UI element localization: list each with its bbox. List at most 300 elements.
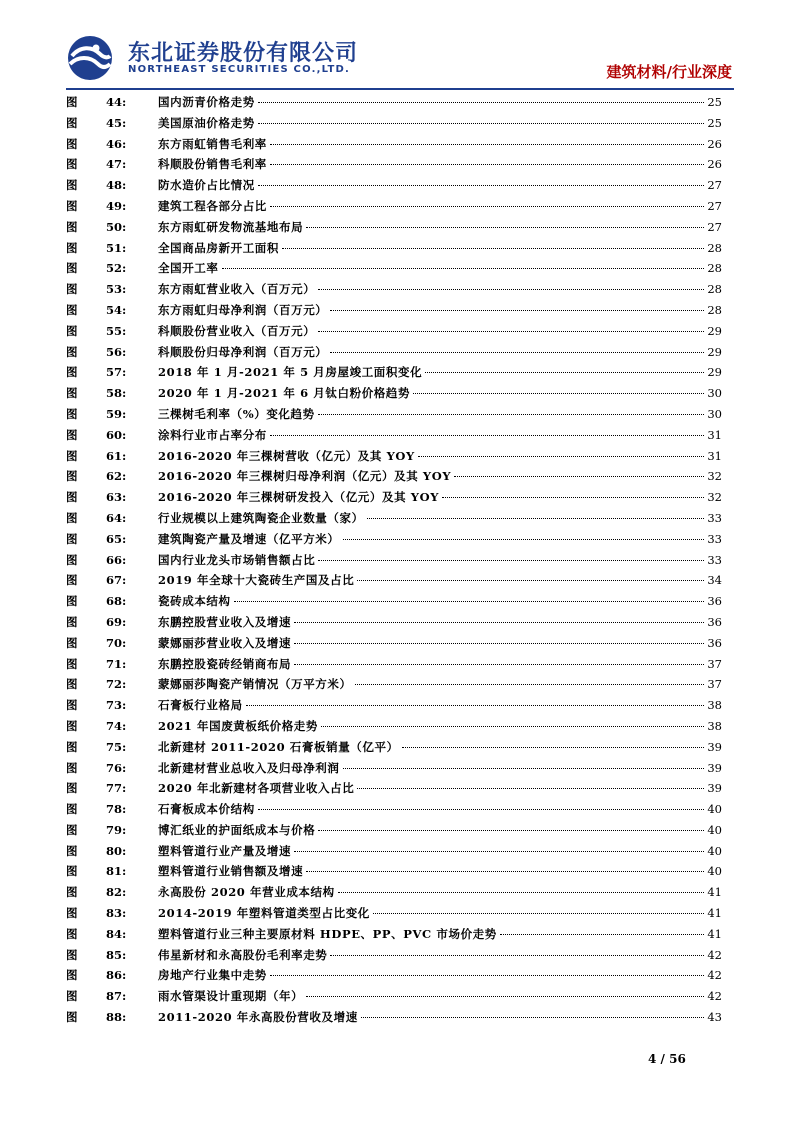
page-ref: 38 (707, 698, 722, 713)
page-ref: 29 (707, 365, 722, 380)
figure-number: 45: (106, 115, 127, 130)
figure-title: 北新建材营业总收入及归母净利润 (158, 760, 340, 775)
figure-number: 51: (106, 240, 127, 255)
page-ref: 41 (707, 885, 722, 900)
dot-leader (294, 643, 704, 644)
figure-label (66, 198, 158, 214)
toc-entry[interactable] (66, 177, 722, 198)
figure-prefix: 图 (66, 760, 78, 775)
figure-list (66, 94, 722, 1030)
toc-entry[interactable] (66, 967, 722, 988)
figure-label (66, 760, 158, 776)
dot-leader (258, 809, 705, 810)
toc-entry[interactable] (66, 1009, 722, 1030)
dot-leader (270, 435, 704, 436)
page-ref: 37 (707, 656, 722, 671)
dot-leader (294, 851, 704, 852)
figure-prefix: 图 (66, 136, 78, 151)
figure-label (66, 676, 158, 692)
figure-title: 东方雨虹销售毛利率 (158, 136, 267, 151)
page-ref: 28 (707, 282, 722, 297)
toc-entry[interactable] (66, 531, 722, 552)
figure-title: 防水造价占比情况 (158, 178, 255, 193)
dot-leader (402, 747, 705, 748)
figure-prefix: 图 (66, 906, 78, 921)
figure-prefix: 图 (66, 157, 78, 172)
figure-prefix: 图 (66, 739, 78, 754)
figure-number: 62: (106, 469, 127, 484)
figure-number: 72: (106, 677, 127, 692)
page-ref: 40 (707, 843, 722, 858)
page-ref: 26 (707, 136, 722, 151)
report-category: 建筑材料/行业深度 (606, 63, 732, 81)
figure-number: 52: (106, 261, 127, 276)
figure-title: 国内行业龙头市场销售额占比 (158, 552, 316, 567)
figure-number: 80: (106, 843, 127, 858)
company-name-en: NORTHEAST SECURITIES CO.,LTD. (128, 64, 351, 75)
toc-entry[interactable] (66, 739, 722, 760)
figure-number: 55: (106, 323, 127, 338)
figure-label (66, 739, 158, 755)
figure-number: 56: (106, 344, 127, 359)
toc-entry[interactable] (66, 572, 722, 593)
figure-label (66, 302, 158, 318)
figure-label (66, 843, 158, 859)
figure-label (66, 489, 158, 505)
toc-entry[interactable] (66, 926, 722, 947)
figure-number: 63: (106, 490, 127, 505)
figure-prefix: 图 (66, 490, 78, 505)
dot-leader (270, 144, 704, 145)
figure-label (66, 947, 158, 963)
toc-entry[interactable] (66, 552, 722, 573)
toc-entry[interactable] (66, 468, 722, 489)
dot-leader (294, 664, 704, 665)
figure-label (66, 406, 158, 422)
figure-label (66, 863, 158, 879)
dot-leader (306, 227, 704, 228)
figure-prefix: 图 (66, 552, 78, 567)
toc-entry[interactable] (66, 614, 722, 635)
toc-entry[interactable] (66, 843, 722, 864)
figure-number: 76: (106, 760, 127, 775)
figure-label (66, 468, 158, 484)
figure-title: 蒙娜丽莎陶瓷产销情况（万平方米） (158, 677, 352, 692)
page-ref: 26 (707, 157, 722, 172)
dot-leader (318, 331, 704, 332)
page-ref: 32 (707, 490, 722, 505)
figure-title: 东鹏控股营业收入及增速 (158, 614, 292, 629)
figure-title: 涂料行业市占率分布 (158, 427, 267, 442)
dot-leader (270, 206, 704, 207)
figure-prefix: 图 (66, 365, 78, 380)
toc-entry[interactable] (66, 676, 722, 697)
dot-leader (367, 518, 705, 519)
page-ref: 27 (707, 219, 722, 234)
dot-leader (361, 1017, 705, 1018)
figure-title: 2020 年 1 月-2021 年 6 月钛白粉价格趋势 (158, 386, 411, 401)
toc-entry[interactable] (66, 718, 722, 739)
figure-title: 建筑工程各部分占比 (158, 198, 267, 213)
figure-title: 2016-2020 年三棵树研发投入（亿元）及其 YOY (158, 490, 440, 505)
page-ref: 36 (707, 635, 722, 650)
figure-title: 房地产行业集中走势 (158, 968, 267, 983)
header-divider (66, 88, 734, 90)
dot-leader (282, 248, 704, 249)
figure-number: 66: (106, 552, 127, 567)
figure-title: 塑料管道行业产量及增速 (158, 843, 292, 858)
figure-label (66, 156, 158, 172)
page-ref: 40 (707, 864, 722, 879)
dot-leader (454, 476, 704, 477)
figure-title: 科顺股份销售毛利率 (158, 157, 267, 172)
figure-title: 塑料管道行业三种主要原材料 HDPE、PP、PVC 市场价走势 (158, 926, 497, 941)
figure-prefix: 图 (66, 573, 78, 588)
page-ref: 37 (707, 677, 722, 692)
figure-prefix: 图 (66, 656, 78, 671)
dot-leader (270, 164, 704, 165)
page-ref: 42 (707, 968, 722, 983)
figure-number: 47: (106, 157, 127, 172)
figure-number: 85: (106, 947, 127, 962)
page-ref: 36 (707, 594, 722, 609)
figure-title: 2014-2019 年塑料管道类型占比变化 (158, 906, 370, 921)
figure-label (66, 822, 158, 838)
figure-label (66, 697, 158, 713)
figure-label (66, 635, 158, 651)
toc-entry[interactable] (66, 510, 722, 531)
figure-prefix: 图 (66, 926, 78, 941)
figure-title: 国内沥青价格走势 (158, 95, 255, 109)
figure-prefix: 图 (66, 282, 78, 297)
figure-prefix: 图 (66, 781, 78, 796)
figure-number: 84: (106, 926, 127, 941)
dot-leader (318, 414, 705, 415)
figure-prefix: 图 (66, 427, 78, 442)
figure-number: 81: (106, 864, 127, 879)
figure-label (66, 510, 158, 526)
figure-prefix: 图 (66, 698, 78, 713)
toc-entry[interactable] (66, 364, 722, 385)
page-ref: 33 (707, 531, 722, 546)
page-ref: 28 (707, 261, 722, 276)
toc-entry[interactable] (66, 427, 722, 448)
toc-entry[interactable] (66, 385, 722, 406)
toc-entry[interactable] (66, 656, 722, 677)
figure-label (66, 323, 158, 339)
figure-prefix: 图 (66, 448, 78, 463)
figure-title: 北新建材 2011-2020 石膏板销量（亿平） (158, 739, 399, 754)
figure-label (66, 801, 158, 817)
figure-title: 博汇纸业的护面纸成本与价格 (158, 822, 316, 837)
dot-leader (318, 560, 704, 561)
figure-prefix: 图 (66, 323, 78, 338)
toc-entry[interactable] (66, 219, 722, 240)
figure-title: 东方雨虹归母净利润（百万元） (158, 302, 328, 317)
figure-number: 69: (106, 614, 127, 629)
figure-prefix: 图 (66, 178, 78, 193)
figure-prefix: 图 (66, 510, 78, 525)
figure-title: 美国原油价格走势 (158, 115, 255, 130)
toc-entry[interactable] (66, 448, 722, 469)
figure-number: 71: (106, 656, 127, 671)
toc-entry[interactable] (66, 323, 722, 344)
figure-prefix: 图 (66, 677, 78, 692)
page-ref: 29 (707, 323, 722, 338)
page-ref: 40 (707, 822, 722, 837)
figure-prefix: 图 (66, 802, 78, 817)
toc-entry[interactable] (66, 136, 722, 157)
toc-entry[interactable] (66, 947, 722, 968)
figure-number: 50: (106, 219, 127, 234)
figure-prefix: 图 (66, 864, 78, 879)
figure-label (66, 136, 158, 152)
dot-leader (357, 580, 704, 581)
figure-title: 瓷砖成本结构 (158, 594, 231, 609)
figure-title: 建筑陶瓷产量及增速（亿平方米） (158, 531, 340, 546)
toc-entry[interactable] (66, 302, 722, 323)
figure-number: 65: (106, 531, 127, 546)
figure-title: 东方雨虹研发物流基地布局 (158, 219, 304, 234)
dot-leader (294, 622, 704, 623)
page-ref: 36 (707, 614, 722, 629)
dot-leader (330, 352, 704, 353)
figure-number: 49: (106, 198, 127, 213)
toc-entry[interactable] (66, 697, 722, 718)
dot-leader (306, 871, 704, 872)
figure-prefix: 图 (66, 718, 78, 733)
figure-number: 87: (106, 989, 127, 1004)
figure-number: 44: (106, 95, 127, 109)
toc-entry[interactable] (66, 115, 722, 136)
toc-entry[interactable] (66, 344, 722, 365)
figure-prefix: 图 (66, 406, 78, 421)
dot-leader (258, 102, 705, 103)
figure-number: 46: (106, 136, 127, 151)
dot-leader (234, 601, 705, 602)
figure-title: 行业规模以上建筑陶瓷企业数量（家） (158, 510, 364, 525)
figure-number: 64: (106, 510, 127, 525)
northeast-securities-logo-icon (66, 34, 114, 82)
page-ref: 39 (707, 781, 722, 796)
figure-label (66, 240, 158, 256)
figure-label (66, 656, 158, 672)
figure-number: 53: (106, 282, 127, 297)
figure-number: 83: (106, 906, 127, 921)
figure-number: 61: (106, 448, 127, 463)
figure-prefix: 图 (66, 198, 78, 213)
figure-label (66, 448, 158, 464)
figure-prefix: 图 (66, 469, 78, 484)
page-ref: 25 (707, 115, 722, 130)
toc-entry[interactable] (66, 988, 722, 1009)
figure-title: 2016-2020 年三棵树营收（亿元）及其 YOY (158, 448, 415, 463)
page-ref: 31 (707, 448, 722, 463)
dot-leader (258, 185, 705, 186)
page-ref: 39 (707, 739, 722, 754)
figure-title: 东方雨虹营业收入（百万元） (158, 282, 316, 297)
figure-number: 58: (106, 386, 127, 401)
figure-title: 东鹏控股瓷砖经销商布局 (158, 656, 292, 671)
toc-entry[interactable] (66, 489, 722, 510)
page-ref: 25 (707, 95, 722, 109)
toc-entry[interactable] (66, 905, 722, 926)
figure-number: 70: (106, 635, 127, 650)
page-ref: 29 (707, 344, 722, 359)
page-ref: 28 (707, 240, 722, 255)
figure-number: 67: (106, 573, 127, 588)
figure-prefix: 图 (66, 95, 78, 109)
figure-title: 科顺股份营业收入（百万元） (158, 323, 316, 338)
toc-entry[interactable] (66, 406, 722, 427)
figure-title: 三棵树毛利率（%）变化趋势 (158, 406, 315, 421)
toc-entry[interactable] (66, 863, 722, 884)
page-ref: 33 (707, 552, 722, 567)
page-ref: 34 (707, 573, 722, 588)
figure-prefix: 图 (66, 822, 78, 837)
figure-number: 79: (106, 822, 127, 837)
figure-number: 68: (106, 594, 127, 609)
page-ref: 43 (707, 1010, 722, 1025)
page-ref: 27 (707, 178, 722, 193)
figure-prefix: 图 (66, 968, 78, 983)
page-ref: 41 (707, 906, 722, 921)
toc-entry[interactable] (66, 884, 722, 905)
figure-number: 73: (106, 698, 127, 713)
figure-prefix: 图 (66, 240, 78, 255)
figure-label (66, 905, 158, 921)
figure-title: 石膏板行业格局 (158, 698, 243, 713)
dot-leader (270, 975, 704, 976)
figure-prefix: 图 (66, 614, 78, 629)
figure-title: 2011-2020 年永高股份营收及增速 (158, 1010, 358, 1025)
figure-prefix: 图 (66, 947, 78, 962)
page-header (66, 30, 734, 88)
dot-leader (330, 310, 704, 311)
figure-label (66, 884, 158, 900)
figure-number: 57: (106, 365, 127, 380)
figure-prefix: 图 (66, 989, 78, 1004)
figure-prefix: 图 (66, 635, 78, 650)
figure-label (66, 427, 158, 443)
figure-label (66, 115, 158, 131)
toc-entry[interactable] (66, 593, 722, 614)
company-name-cn: 东北证券股份有限公司 (128, 41, 359, 66)
toc-entry[interactable] (66, 156, 722, 177)
figure-label (66, 988, 158, 1004)
figure-number: 48: (106, 178, 127, 193)
figure-number: 60: (106, 427, 127, 442)
figure-title: 2021 年国废黄板纸价格走势 (158, 718, 319, 733)
toc-entry[interactable] (66, 260, 722, 281)
toc-entry[interactable] (66, 281, 722, 302)
dot-leader (373, 913, 704, 914)
figure-title: 蒙娜丽莎营业收入及增速 (158, 635, 292, 650)
page-ref: 41 (707, 926, 722, 941)
figure-prefix: 图 (66, 302, 78, 317)
page-ref: 31 (707, 427, 722, 442)
dot-leader (258, 123, 705, 124)
dot-leader (318, 289, 704, 290)
figure-title: 科顺股份归母净利润（百万元） (158, 344, 328, 359)
figure-label (66, 593, 158, 609)
figure-prefix: 图 (66, 843, 78, 858)
figure-number: 86: (106, 968, 127, 983)
figure-title: 2018 年 1 月-2021 年 5 月房屋竣工面积变化 (158, 365, 423, 380)
figure-label (66, 552, 158, 568)
page-ref: 40 (707, 802, 722, 817)
figure-prefix: 图 (66, 1010, 78, 1025)
page-ref: 32 (707, 469, 722, 484)
dot-leader (318, 830, 704, 831)
figure-title: 伟星新材和永高股份毛利率走势 (158, 947, 328, 962)
dot-leader (321, 726, 704, 727)
page-number: 4 / 56 (648, 1052, 686, 1066)
figure-label (66, 531, 158, 547)
figure-label (66, 219, 158, 235)
figure-label (66, 177, 158, 193)
figure-label (66, 94, 158, 110)
toc-entry[interactable] (66, 240, 722, 261)
figure-label (66, 1009, 158, 1025)
figure-number: 75: (106, 739, 127, 754)
figure-label (66, 780, 158, 796)
toc-entry[interactable] (66, 801, 722, 822)
dot-leader (306, 996, 704, 997)
figure-title: 2019 年全球十大瓷砖生产国及占比 (158, 573, 355, 588)
figure-label (66, 926, 158, 942)
dot-leader (338, 892, 705, 893)
figure-label (66, 364, 158, 380)
dot-leader (343, 539, 705, 540)
dot-leader (343, 768, 705, 769)
figure-label (66, 260, 158, 276)
figure-prefix: 图 (66, 594, 78, 609)
toc-entry[interactable] (66, 822, 722, 843)
figure-label (66, 967, 158, 983)
dot-leader (330, 955, 704, 956)
toc-entry[interactable] (66, 94, 722, 115)
figure-prefix: 图 (66, 531, 78, 546)
toc-entry[interactable] (66, 780, 722, 801)
page-ref: 28 (707, 302, 722, 317)
dot-leader (357, 788, 704, 789)
page-ref: 38 (707, 718, 722, 733)
dot-leader (246, 705, 705, 706)
toc-entry[interactable] (66, 198, 722, 219)
figure-label (66, 718, 158, 734)
page-ref: 30 (707, 386, 722, 401)
page-ref: 33 (707, 510, 722, 525)
page-ref: 42 (707, 989, 722, 1004)
toc-entry[interactable] (66, 760, 722, 781)
figure-number: 74: (106, 718, 127, 733)
figure-prefix: 图 (66, 344, 78, 359)
dot-leader (500, 934, 704, 935)
page-ref: 39 (707, 760, 722, 775)
figure-prefix: 图 (66, 115, 78, 130)
figure-title: 塑料管道行业销售额及增速 (158, 864, 304, 879)
dot-leader (418, 456, 705, 457)
figure-title: 石膏板成本价结构 (158, 802, 255, 817)
figure-number: 77: (106, 781, 127, 796)
toc-entry[interactable] (66, 635, 722, 656)
figure-number: 54: (106, 302, 127, 317)
figure-number: 78: (106, 802, 127, 817)
dot-leader (442, 497, 704, 498)
figure-label (66, 385, 158, 401)
dot-leader (413, 393, 704, 394)
